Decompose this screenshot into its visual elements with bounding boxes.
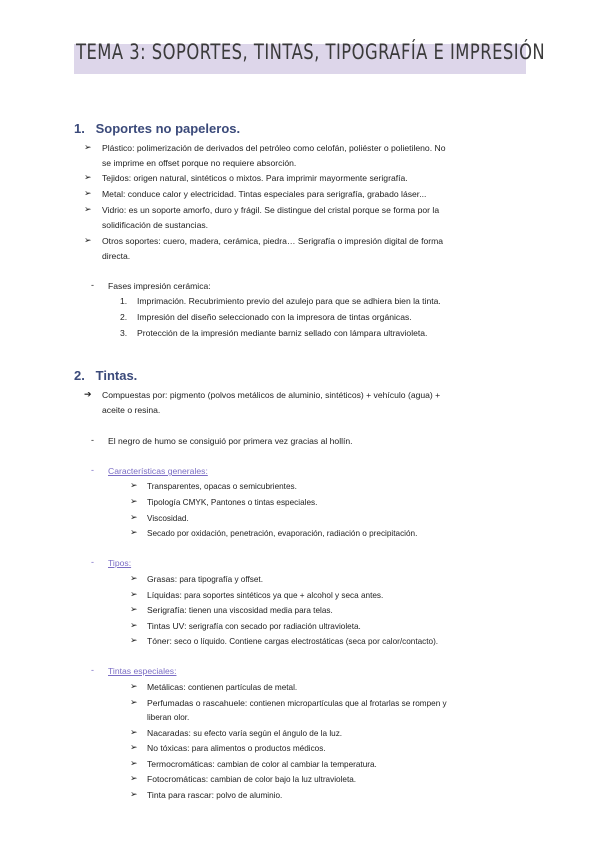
item-label: No tóxicas:: [147, 743, 190, 753]
item-text: polimerización de derivados del petróleo como celofán, poliéster o polietileno. No: [134, 143, 446, 153]
arrowhead-icon: ➢: [130, 789, 138, 799]
arrowhead-icon: ➢: [130, 620, 138, 630]
section2-heading-text: Tintas.: [95, 368, 138, 383]
item-label: Compuestas por:: [102, 390, 168, 400]
list-item: [147, 635, 438, 648]
list-item: [147, 742, 326, 755]
list-item: [147, 681, 297, 694]
list-item: [147, 697, 447, 710]
item-text: tienen una viscosidad media para telas.: [186, 606, 333, 615]
title-block: [74, 34, 546, 76]
dash-bullet: -: [91, 557, 94, 567]
list-item: Transparentes, opacas o semicubrientes.: [147, 482, 297, 491]
dash-bullet: -: [91, 435, 94, 445]
fase-item: [137, 327, 427, 340]
arrowhead-icon: ➢: [130, 773, 138, 783]
item-text: para tipografía y offset.: [177, 575, 263, 584]
caracteristicas-link[interactable]: Características generales:: [108, 466, 208, 476]
arrowhead-icon: ➢: [130, 512, 138, 522]
arrowhead-icon: ➢: [130, 727, 138, 737]
list-item: [147, 604, 333, 617]
dash-bullet: -: [91, 280, 94, 290]
arrowhead-icon: ➢: [130, 758, 138, 768]
item-text: cambian de color bajo la luz ultravioleta.: [208, 775, 357, 784]
list-item: [102, 204, 439, 217]
arrowhead-icon: ➢: [130, 573, 138, 583]
list-item: Tipología CMYK, Pantones o tintas especiales.: [147, 498, 318, 507]
arrowhead-icon: ➢: [130, 681, 138, 691]
item-label: Termocromáticas:: [147, 759, 215, 769]
item-text: para alimentos o productos médicos.: [189, 744, 326, 753]
item-label: Tóner:: [147, 636, 172, 646]
item-label: Vidrio:: [102, 205, 127, 215]
fase-item: [137, 311, 412, 324]
fase-number: 3.: [120, 328, 128, 338]
list-item: [147, 620, 361, 633]
negro-text: El negro de humo se consiguió por primera vez gracias al hollín.: [108, 436, 353, 446]
dash-bullet: -: [91, 665, 94, 675]
arrowhead-icon: ➢: [130, 480, 138, 490]
item-text: es un soporte amorfo, duro y frágil. Se distingue del cristal porque se forma por la: [126, 205, 440, 215]
arrowhead-icon: ➢: [130, 742, 138, 752]
list-item: Viscosidad.: [147, 514, 189, 523]
fase-number: 1.: [120, 296, 128, 306]
item-label: Fotocromáticas:: [147, 774, 209, 784]
fase-number: 2.: [120, 312, 128, 322]
fase-text: de la impresión mediante barniz sellado con lámpara ultravioleta.: [177, 328, 428, 338]
item-label: Tejidos:: [102, 173, 132, 183]
arrowhead-icon: ➢: [84, 235, 92, 245]
arrowhead-icon: ➢: [130, 604, 138, 614]
list-item-continuation: aceite o resina.: [102, 405, 161, 415]
item-text: polvo de aluminio.: [214, 791, 283, 800]
section1-heading: [74, 121, 240, 136]
arrowhead-icon: ➢: [130, 635, 138, 645]
list-item: [102, 142, 445, 155]
item-text: cuero, madera, cerámica, piedra… Serigrafía o impresión digital de forma: [160, 236, 444, 246]
list-item: [102, 172, 408, 185]
item-text: cambian de color al cambiar la temperatura.: [214, 760, 377, 769]
item-text: conduce calor y electricidad. Tintas especiales para serigrafía, grabado láser...: [125, 189, 427, 199]
fase-label: Imprimación.: [137, 296, 187, 306]
fase-label: Protección: [137, 328, 178, 338]
fase-label: Impresión: [137, 312, 175, 322]
arrowhead-icon: ➢: [130, 496, 138, 506]
list-item: Secado por oxidación, penetración, evaporación, radiación o precipitación.: [147, 529, 418, 538]
list-item-continuation: solidificación de sustancias.: [102, 220, 209, 230]
item-text: pigmento (polvos metálicos de aluminio, sintéticos) + vehículo (agua) +: [167, 390, 441, 400]
arrowhead-icon: ➢: [84, 142, 92, 152]
item-label: Tintas UV:: [147, 621, 187, 631]
item-text: contienen micropartículas que al frotarlas se rompen y: [247, 699, 447, 708]
especiales-link[interactable]: Tintas especiales:: [108, 666, 177, 676]
item-label: Plástico:: [102, 143, 135, 153]
section1-heading-text: Soportes no papeleros.: [95, 121, 241, 136]
item-text: contienen partículas de metal.: [185, 683, 298, 692]
list-item: [147, 789, 282, 802]
page-title: TEMA 3: SOPORTES, TINTAS, TIPOGRAFÍA E IMPRESIÓN: [76, 40, 546, 64]
arrowhead-icon: ➢: [84, 188, 92, 198]
section1-number: 1.: [74, 121, 85, 136]
item-label: Grasas:: [147, 574, 178, 584]
list-item: [147, 727, 342, 740]
item-label: Líquidas:: [147, 590, 182, 600]
item-label: Perfumadas o rascahuele:: [147, 698, 248, 708]
fase-text: Recubrimiento previo del azulejo para que se adhiera bien la tinta.: [186, 296, 441, 306]
dash-bullet: -: [91, 465, 94, 475]
list-item-continuation: se imprime en offset porque no requiere absorción.: [102, 158, 297, 168]
item-label: Metálicas:: [147, 682, 186, 692]
arrowhead-icon: ➢: [130, 589, 138, 599]
list-item: [102, 235, 443, 248]
arrowhead-icon: ➢: [84, 204, 92, 214]
item-label: Tinta para rascar:: [147, 790, 215, 800]
section2-number: 2.: [74, 368, 85, 383]
item-text: origen natural, sintéticos o mixtos. Para imprimir mayormente serigrafía.: [131, 173, 408, 183]
fase-item: [137, 295, 441, 308]
list-item-continuation: liberan olor.: [147, 713, 190, 722]
list-item: [147, 589, 383, 602]
list-item: [102, 188, 426, 201]
item-text: seco o líquido. Contiene cargas electrostáticas (seca por calor/contacto).: [171, 637, 439, 646]
item-text: su efecto varía según el ángulo de la luz.: [190, 729, 343, 738]
item-label: Otros soportes:: [102, 236, 161, 246]
item-label: Serigrafía:: [147, 605, 187, 615]
arrow-right-icon: ➔: [84, 389, 92, 399]
list-item-continuation: directa.: [102, 251, 131, 261]
list-item: [147, 758, 377, 771]
item-label: Nacaradas:: [147, 728, 191, 738]
tipos-link[interactable]: Tipos:: [108, 558, 132, 568]
list-item: [102, 389, 440, 402]
list-item: [147, 573, 263, 586]
fases-title: Fases impresión cerámica:: [108, 281, 211, 291]
section2-heading: [74, 368, 137, 383]
list-item: [147, 773, 356, 786]
arrowhead-icon: ➢: [84, 172, 92, 182]
item-label: Metal:: [102, 189, 126, 199]
arrowhead-icon: ➢: [130, 697, 138, 707]
arrowhead-icon: ➢: [130, 527, 138, 537]
item-text: serigrafía con secado por radiación ultravioleta.: [186, 622, 361, 631]
item-text: para soportes sintéticos ya que + alcohol y seca antes.: [181, 591, 384, 600]
fase-text: del diseño seleccionado con la impresora de tintas orgánicas.: [174, 312, 412, 322]
